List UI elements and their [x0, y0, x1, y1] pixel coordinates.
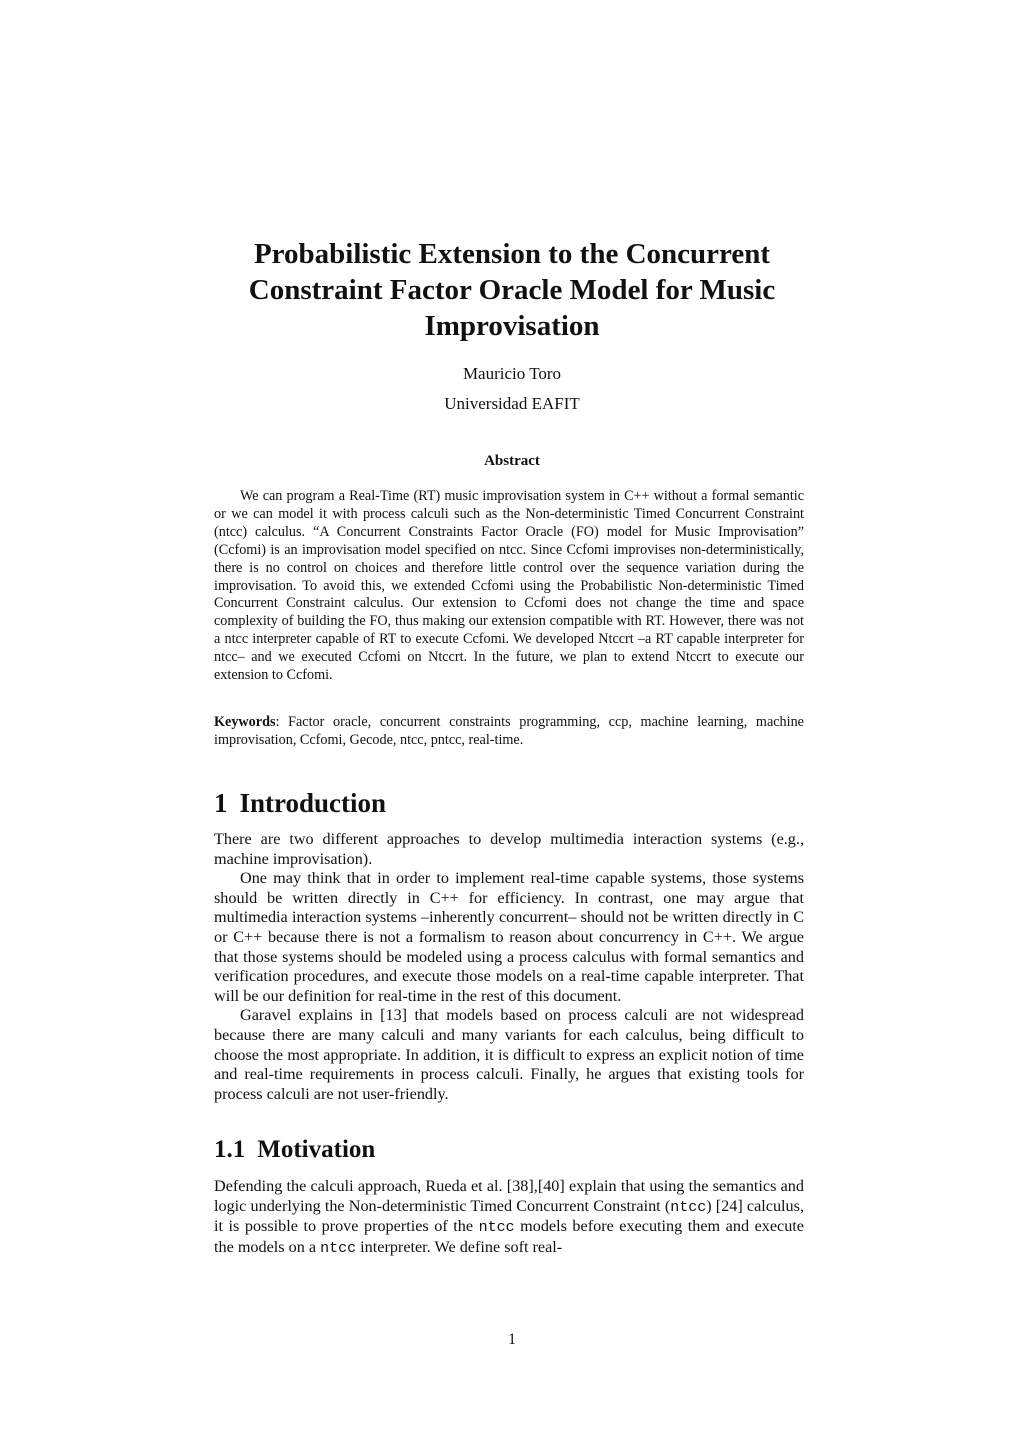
motivation-body	[214, 1177, 804, 1258]
title-line: Constraint Factor Oracle Model for Music	[248, 274, 776, 306]
section-heading-introduction	[214, 786, 386, 820]
paragraph	[214, 1177, 804, 1258]
section-number: 1	[214, 788, 228, 818]
paper-title	[150, 236, 874, 344]
paragraph: There are two different approaches to develop multimedia interaction systems (e.g., machine improvisation).	[214, 830, 804, 868]
text-run: Defending the calculi approach, Rueda et al. [38],[40] explain that using the semantics and logic underlying the Non-deterministic Timed Concurrent Constraint (	[214, 1177, 804, 1215]
code-ntcc: ntcc	[670, 1198, 707, 1216]
text-run: interpreter. We define soft real-	[356, 1237, 563, 1256]
code-ntcc: ntcc	[478, 1219, 515, 1237]
title-line: Probabilistic Extension to the Concurrent	[253, 238, 771, 270]
abstract-heading: Abstract	[484, 453, 540, 469]
subsection-title: Motivation	[257, 1136, 376, 1163]
title-line: Improvisation	[424, 310, 600, 342]
paragraph: One may think that in order to implement real-time capable systems, those systems should be written directly in C++ for efficiency. In contrast, one may argue that multimedia interaction systems –inherently concurrent– should not be written directly in C or C++ because there is not a formalism to reason about concurrency in C++. We argue that those systems should be modeled using a process calculus with formal semantics and verification procedures, and execute those models on a real-time capable interpreter. That will be our definition for real-time in the rest of this document.	[214, 869, 804, 1005]
author-name: Mauricio Toro	[462, 364, 562, 383]
subsection-number: 1.1	[214, 1136, 246, 1163]
text-run: models before executing them and execute the models on a	[214, 1217, 804, 1256]
author-affiliation: Universidad EAFIT	[444, 394, 580, 413]
introduction-body	[214, 830, 804, 1104]
code-ntcc: ntcc	[320, 1239, 357, 1257]
paragraph: Garavel explains in [13] that models based on process calculi are not widespread because there are many calculi and many variants for each calculus, being difficult to choose the most appropriate. In addition, it is difficult to express an explicit notion of time and real-time requirements in process calculi. Finally, he argues that existing tools for process calculi are not user-friendly.	[214, 1006, 804, 1103]
keywords-text: Factor oracle, concurrent constraints programming, ccp, machine learning, machine improvisation, Ccfomi, Gecode, ntcc, pntcc, real-time.	[214, 714, 804, 748]
abstract-text: We can program a Real-Time (RT) music improvisation system in C++ without a formal semantic or we can model it with process calculi such as the Non-deterministic Timed Concurrent Constraint (ntcc) calculus. “A Concurrent Constraints Factor Oracle (FO) model for Music Improvisation” (Ccfomi) is an improvisation model specified on ntcc. Since Ccfomi improvises non-deterministically, there is no control on choices and therefore little control over the sequence variation during the improvisation. To avoid this, we extended Ccfomi using the Probabilistic Non-deterministic Timed Concurrent Constraint calculus. Our extension to Ccfomi does not change the time and space complexity of building the FO, thus making our extension compatible with RT. However, there was not a ntcc interpreter capable of RT to execute Ccfomi. We developed Ntccrt –a RT capable interpreter for ntcc– and we executed Ccfomi on Ntccrt. In the future, we plan to extend Ntccrt to execute our extension to Ccfomi.	[214, 488, 804, 684]
section-title: Introduction	[239, 788, 387, 818]
keywords: Keywords: Factor oracle, concurrent constraints programming, ccp, machine learning, machine improvisation, Ccfomi, Gecode, ntcc, pntcc, real-time.	[214, 714, 804, 748]
text-run: ) [24] calculus, it is possible to prove properties of the	[214, 1196, 804, 1236]
page-number: 1	[508, 1331, 516, 1348]
subsection-heading-motivation	[214, 1134, 375, 1166]
keywords-label: Keywords	[214, 714, 276, 730]
